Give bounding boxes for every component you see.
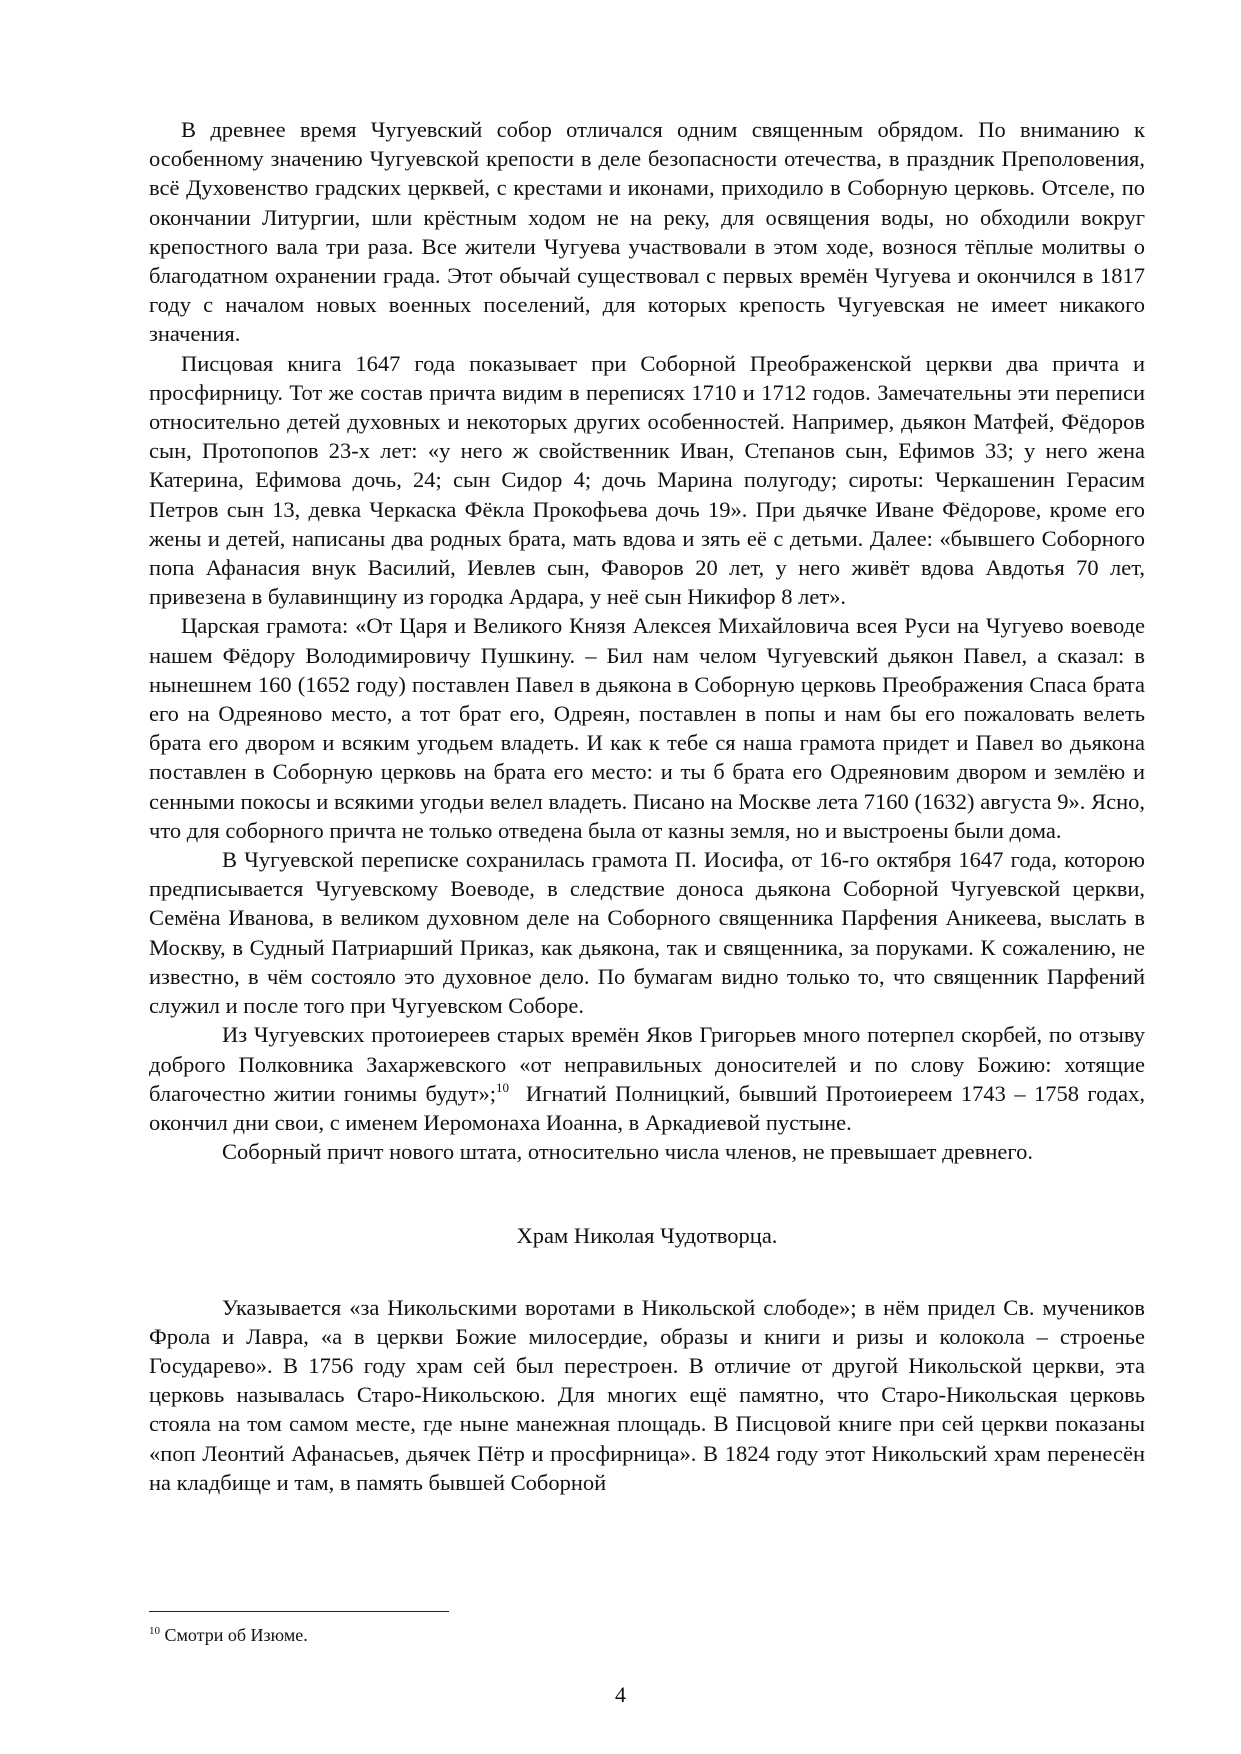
paragraph-archpriests-text: Из Чугуевских протоиереев старых времён Яков Григорьев много потерпел скорбей, по отзыву доброго Полковника Захаржевского «от неправильных доносителей и по слову Божию: хотящие благочестно житии гонимы будут»; [149, 1022, 1145, 1106]
footnote-separator [149, 1611, 449, 1612]
paragraph-patriarch-charter: В Чугуевской переписке сохранилась грамота П. Иосифа, от 16-го октября 1647 года, которою предписывается Чугуевскому Воеводе, в следствие доноса дьякона Соборной Чугуевской церкви, Семёна Иванова, в великом духовном деле на Соборного священника Парфения Аникеева, выслать в Москву, в Судный Патриарший Приказ, как дьякона, так и священника, за поруками. К сожалению, не известно, в чём состояло это духовное дело. По бумагам видно только то, что священник Парфений служил и после того при Чугуевском Соборе. [149, 847, 1145, 1019]
body-text [149, 115, 1151, 1497]
footnote-text: Смотри об Изюме. [160, 1625, 308, 1645]
footnote-reference: 10 [496, 1079, 509, 1095]
paragraph-royal-charter: Царская грамота: «От Царя и Великого Князя Алексея Михайловича всея Руси на Чугуево воеводе нашем Фёдору Володимировичу Пушкину. – Бил нам челом Чугуевский дьякон Павел, а сказал: в нынешнем 160 (1652 году) поставлен Павел в дьякона в Соборную церковь Преображения Спаса брата его на Одреяново место, а тот брат его, Одреян, поставлен в попы и нам бы его пожаловать велеть брата его двором и всяким угодьем владеть. И как к тебе ся наша грамота придет и Павел во дьякона поставлен в Соборную церковь на брата его место: и ты б брата его Одреяновим двором и землёю и сенными покосы и всякими угодьи велел владеть. Писано на Москве лета 7160 (1632) августа 9». Ясно, что для соборного причта не только отведена была от казны земля, но и выстроены были дома. [149, 613, 1145, 843]
paragraph-archpriests [149, 1020, 1151, 1137]
section-heading: Храм Николая Чудотворца. [516, 1223, 778, 1249]
page-number: 4 [615, 1682, 626, 1707]
footnote-number: 10 [149, 1625, 160, 1637]
paragraph-procession: В древнее время Чугуевский собор отличался одним священным обрядом. По вниманию к особенному значению Чугуевской крепости в деле безопасности отечества, в праздник Преполовения, всё Духовенство градских церквей, с крестами и иконами, приходило в Соборную церковь. Отселе, по окончании Литургии, шли крёстным ходом не на реку, для освящения воды, но обходили вокруг крепостного вала три раза. Все жители Чугуева участвовали в этом ходе, вознося тёплые молитвы о благодатном охранении града. Этот обычай существовал с первых времён Чугуева и окончился в 1817 году с началом новых военных поселений, для которых крепость Чугуевская не имеет никакого значения. [149, 117, 1145, 347]
paragraph-archpriests-continued: Игнатий Полницкий, бывший Протоиереем 1743 – 1758 годах, окончил дни свои, с именем Иеромонаха Иоанна, в Аркадиевой пустыне. [149, 1080, 1151, 1135]
footnote [149, 1623, 1049, 1647]
paragraph-clergy-staff: Соборный причт нового штата, относительно числа членов, не превышает древнего. [222, 1139, 1033, 1165]
paragraph-scribe-book: Писцовая книга 1647 года показывает при Соборной Преображенской церкви два причта и просфирницу. Тот же состав причта видим в переписях 1710 и 1712 годов. Замечательны эти переписи относительно детей духовных и некоторых других особенностей. Например, дьякон Матфей, Фёдоров сын, Протопопов 23-х лет: «у него ж свойственник Иван, Степанов сын, Ефимов 33; у него жена Катерина, Ефимова дочь, 24; сын Сидор 4; дочь Марина полугоду; сироты: Черкашенин Герасим Петров сын 13, девка Черкаска Фёкла Прокофьева дочь 19». При дьячке Иване Фёдорове, кроме его жены и детей, написаны два родных брата, мать вдова и зять её с детьми. Далее: «бывшего Соборного попа Афанасия внук Василий, Иевлев сын, Фаворов 20 лет, у него живёт вдова Авдотья 70 лет, привезена в булавинщину из городка Ардара, у неё сын Никифор 8 лет». [149, 350, 1145, 610]
paragraph-nicholas-church: Указывается «за Никольскими воротами в Никольской слободе»; в нём придел Св. мучеников Фрола и Лавра, «а в церкви Божие милосердие, образы и книги и ризы и колокола – строенье Государево». В 1756 году храм сей был перестроен. В отличие от другой Никольской церкви, эта церковь называлась Старо-Никольскою. Для многих ещё памятно, что Старо-Никольская церковь стояла на том самом месте, где ныне манежная площадь. В Писцовой книге при сей церкви показаны «поп Леонтий Афанасьев, дьячек Пётр и просфирница». В 1824 году этот Никольский храм перенесён на кладбище и там, в память бывшей Соборной [149, 1294, 1145, 1495]
